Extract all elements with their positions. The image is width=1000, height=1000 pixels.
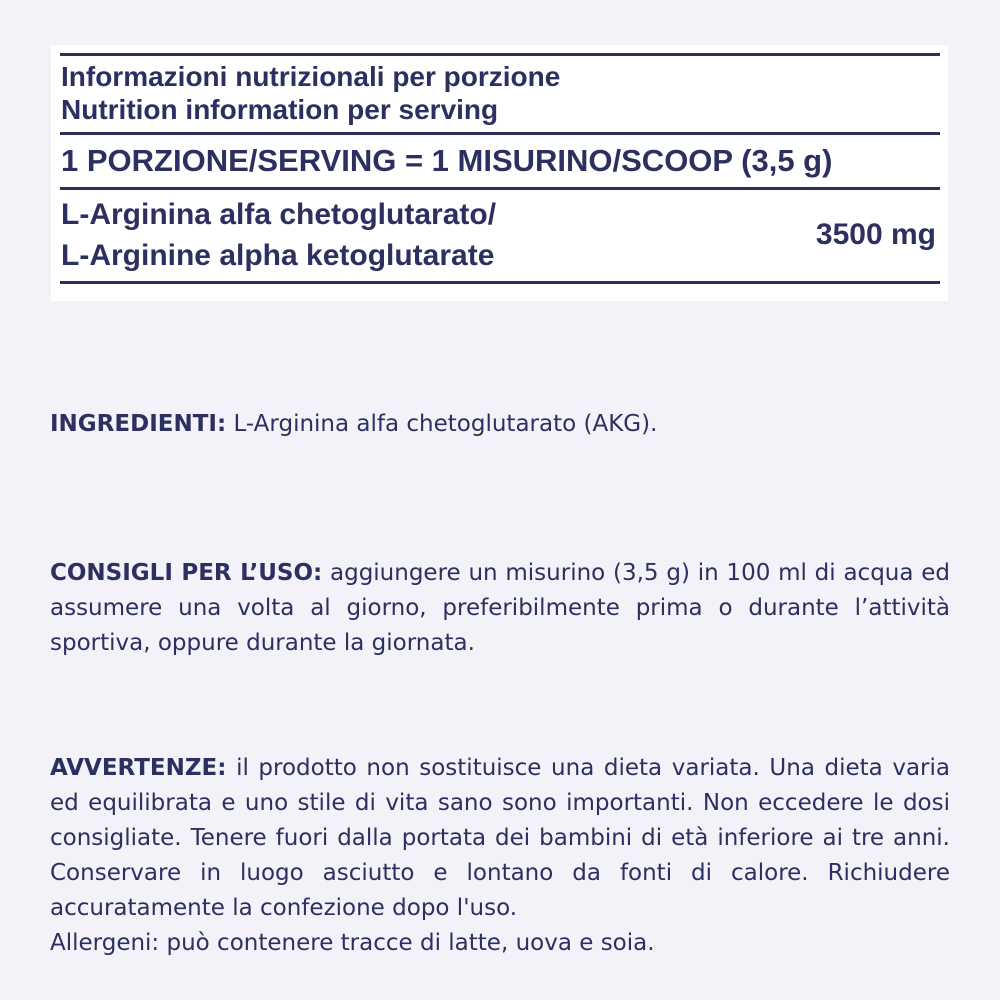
ingredients-section [50, 408, 950, 440]
table-rule-serving [60, 187, 940, 190]
serving-size: 1 PORZIONE/SERVING = 1 MISURINO/SCOOP (3,5 g) [61, 143, 833, 178]
warnings-label: AVVERTENZE: [50, 755, 227, 781]
nutrition-header-italian: Informazioni nutrizionali per porzione [61, 61, 561, 92]
ingredients-text: L-Arginina alfa chetoglutarato (AKG). [226, 411, 658, 437]
ingredient-amount: 3500 mg [815, 218, 936, 251]
nutrition-table [51, 45, 948, 301]
usage-section [50, 556, 950, 661]
usage-text: aggiungere un misurino (3,5 g) in 100 ml di acqua ed assumere una volta al giorno, preferibilmente prima o durante l’attività sportiva, oppure durante la giornata. [50, 560, 950, 656]
warnings-section [50, 751, 950, 961]
nutrition-header-english: Nutrition information per serving [61, 94, 499, 125]
table-rule-top [60, 53, 940, 56]
ingredient-name-english: L-Arginine alpha ketoglutarate [61, 239, 495, 272]
ingredient-name-italian: L-Arginina alfa chetoglutarato/ [61, 198, 497, 231]
ingredients-label: INGREDIENTI: [50, 411, 227, 437]
table-rule-header [60, 132, 940, 135]
allergens-text: Allergeni: può contenere tracce di latte, uova e soia. [50, 930, 655, 956]
warnings-text: il prodotto non sostituisce una dieta variata. Una dieta varia ed equilibrata e uno stile di vita sano sono importanti. Non eccedere le dosi consigliate. Tenere fuori dalla portata dei bambini di età inferiore ai tre anni. Conservare in luogo asciutto e lontano da fonti di calore. Richiudere accuratamente la confezione dopo l'uso. [50, 755, 950, 921]
usage-label: CONSIGLI PER L’USO: [50, 560, 323, 586]
table-rule-bottom [60, 281, 940, 284]
